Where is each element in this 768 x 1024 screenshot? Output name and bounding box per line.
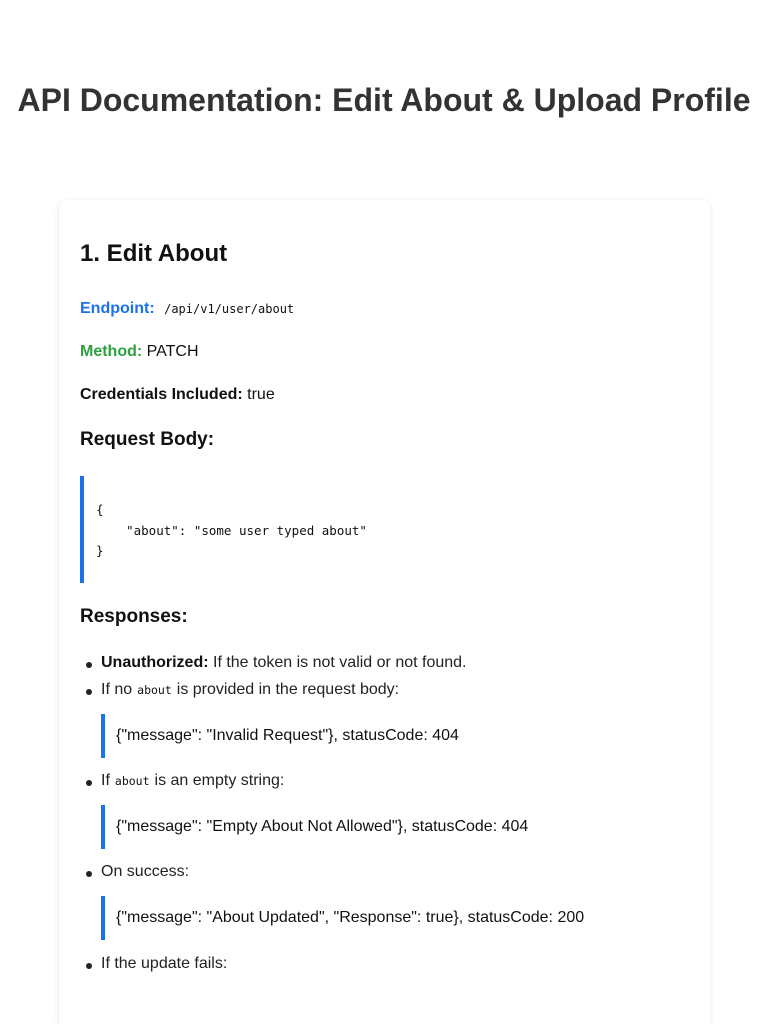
credentials-row <box>80 386 275 404</box>
credentials-label: Credentials Included: <box>80 386 243 403</box>
response-item-empty <box>101 772 284 790</box>
code-line: } <box>96 543 104 558</box>
no-about-prefix: If no <box>101 681 133 698</box>
code-line: "about": "some user typed about" <box>96 522 367 538</box>
no-about-code: about <box>137 683 172 697</box>
unauthorized-text: If the token is not valid or not found. <box>213 654 467 671</box>
empty-code: about <box>114 774 150 788</box>
no-about-suffix: is provided in the request body: <box>176 681 400 698</box>
response-item-fail: If the update fails: <box>101 955 228 972</box>
request-body-code-block <box>80 476 668 583</box>
credentials-value: true <box>247 386 275 403</box>
method-value: PATCH <box>146 343 199 360</box>
response-item-unauthorized <box>101 654 467 672</box>
responses-heading: Responses: <box>80 606 188 627</box>
success-response: {"message": "About Updated", "Response": true}, statusCode: 200 <box>101 896 681 940</box>
method-row <box>80 343 199 361</box>
empty-response: {"message": "Empty About Not Allowed"}, statusCode: 404 <box>101 805 681 849</box>
empty-suffix: is an empty string: <box>154 772 285 789</box>
page-title: API Documentation: Edit About & Upload Profile <box>17 82 751 118</box>
request-body-heading: Request Body: <box>80 429 215 450</box>
endpoint-row <box>80 300 294 318</box>
code-line: { <box>96 502 104 517</box>
endpoint-value: /api/v1/user/about <box>164 302 295 316</box>
section-title: 1. Edit About <box>80 240 228 267</box>
response-item-no-about <box>101 681 399 699</box>
no-about-response: {"message": "Invalid Request"}, statusCode: 404 <box>101 714 681 758</box>
unauthorized-label: Unauthorized: <box>101 654 209 671</box>
endpoint-label: Endpoint: <box>80 300 155 317</box>
response-item-success: On success: <box>101 863 190 880</box>
empty-prefix: If <box>101 772 110 789</box>
edit-about-card <box>59 200 710 1024</box>
method-label: Method: <box>80 343 143 360</box>
